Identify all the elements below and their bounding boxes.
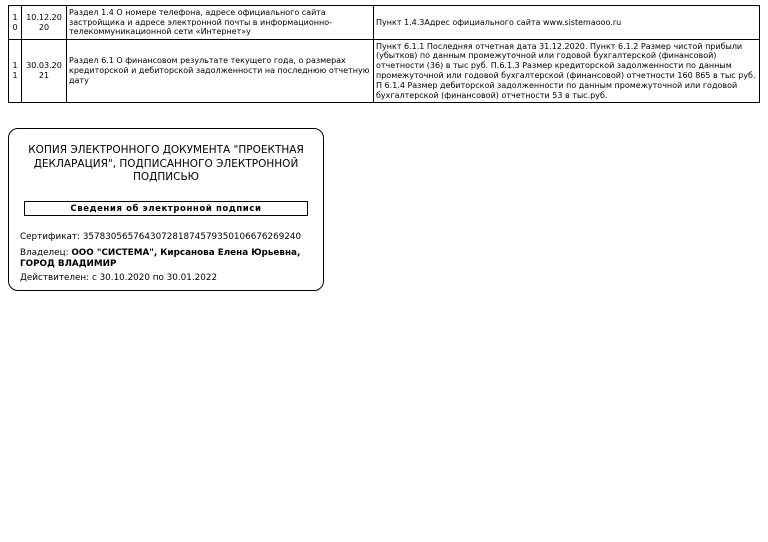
date-cell: 30.03.2021 <box>22 40 67 103</box>
validity-value: с 30.10.2020 по 30.01.2022 <box>91 273 218 284</box>
certificate-line <box>20 232 312 243</box>
signature-block <box>8 128 324 291</box>
table-row <box>9 6 760 40</box>
section-cell: Раздел 6.1 О финансовом результате текущего года, о размерах кредиторской и дебиторской задолженности на последнюю отчетную дату <box>67 40 374 103</box>
section-cell: Раздел 1.4 О номере телефона, адресе официального сайта застройщика и адресе электронной почты в информационно-телекоммуникационной сети «Интернет»у <box>67 6 374 40</box>
date-cell: 10.12.2020 <box>22 6 67 40</box>
signature-header-box <box>24 201 308 216</box>
row-number-cell: 10 <box>9 6 22 40</box>
signature-title: КОПИЯ ЭЛЕКТРОННОГО ДОКУМЕНТА "ПРОЕКТНАЯ ДЕКЛАРАЦИЯ", ПОДПИСАННОГО ЭЛЕКТРОННОЙ ПОДПИСЬЮ <box>28 144 304 183</box>
table-row <box>9 40 760 103</box>
owner-label: Владелец: <box>20 248 69 259</box>
details-cell: Пункт 6.1.1 Последняя отчетная дата 31.12.2020. Пункт 6.1.2 Размер чистой прибыли (убытков) по данным промежуточной или годовой бухгалтерской (финансовой) отчетности (36) в тыс руб. П.6.1.3 Размер кредиторской задолженности по данным промежуточной или годовой бухгалтерской (финансовой) отчетности 160 865 в тыс руб. П 6.1.4 Размер дебиторской задолженности по данным промежуточной или годовой бухгалтерской (финансовой) отчетности 53 в тыс.руб. <box>374 40 760 103</box>
details-cell: Пункт 1.4.3Адрес официального сайта www.sistemaooo.ru <box>374 6 760 40</box>
validity-label: Действителен: <box>20 273 90 284</box>
certificate-label: Сертификат: <box>20 231 81 242</box>
validity-line <box>20 273 312 284</box>
row-number-cell: 11 <box>9 40 22 103</box>
signature-header-label: Сведения об электронной подписи <box>70 203 262 214</box>
changes-table <box>8 5 760 103</box>
certificate-value: 357830565764307281874579350106676269240 <box>82 231 302 242</box>
owner-line <box>20 248 312 269</box>
owner-value: ООО "СИСТЕМА", Кирсанова Елена Юрьевна, ГОРОД ВЛАДИМИР <box>20 248 301 269</box>
